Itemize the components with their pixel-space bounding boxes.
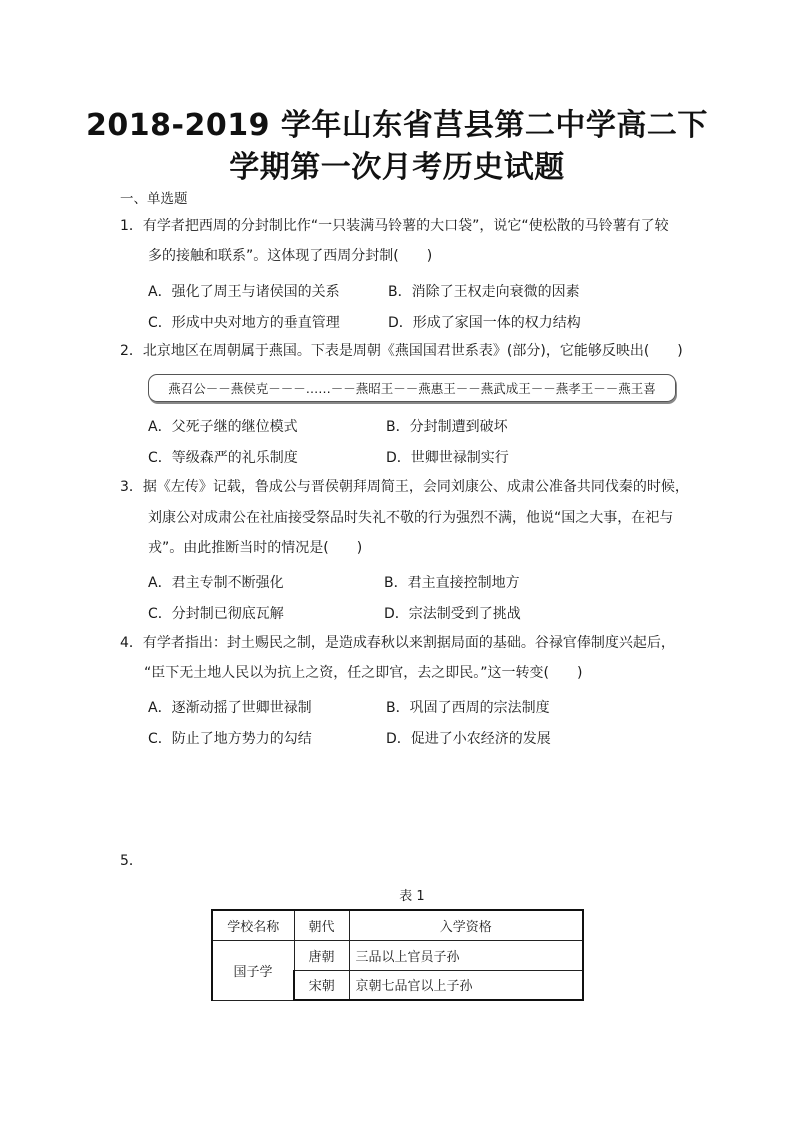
admission-table — [211, 909, 584, 1001]
question-3-option-b: B．君主直接控制地方 — [384, 575, 520, 591]
question-3-option-a: A．君主专制不断强化 — [148, 575, 284, 591]
page-title-line-1: 2018-2019 学年山东省莒县第二中学高二下 — [86, 108, 708, 143]
page-title-line-2: 学期第一次月考历史试题 — [229, 150, 565, 185]
table-cell-dynasty: 宋朝 — [294, 970, 349, 1000]
yan-lineage-box: 燕召公－－燕侯克－－－……－－燕昭王－－燕惠王－－燕武成王－－燕孝王－－燕王喜 — [148, 374, 676, 402]
table-header-dynasty: 朝代 — [294, 910, 349, 940]
question-4-option-b: B．巩固了西周的宗法制度 — [386, 700, 550, 716]
question-2-option-a: A．父死子继的继位模式 — [148, 419, 298, 435]
question-2-option-b: B．分封制遭到破坏 — [386, 419, 508, 435]
question-4-line-1: 4．有学者指出：封土赐民之制，是造成春秋以来割据局面的基础。谷禄官俸制度兴起后， — [120, 635, 675, 651]
question-2-option-d: D．世卿世禄制实行 — [386, 450, 509, 466]
question-3-line-1: 3．据《左传》记载，鲁成公与晋侯朝拜周简王，会同刘康公、成肃公准备共同伐秦的时候， — [120, 479, 689, 495]
question-3-option-c: C．分封制已彻底瓦解 — [148, 606, 284, 622]
table-cell-dynasty: 唐朝 — [294, 940, 349, 970]
question-3-option-d: D．宗法制受到了挑战 — [384, 606, 521, 622]
question-3-line-2: 刘康公对成肃公在社庙接受祭品时失礼不敬的行为强烈不满，他说“国之大事，在祀与 — [148, 510, 674, 526]
question-1-option-a: A．强化了周王与诸侯国的关系 — [148, 284, 340, 300]
question-1-option-d: D．形成了家国一体的权力结构 — [388, 315, 581, 331]
table-header-qualification: 入学资格 — [349, 910, 583, 940]
table-cell-qualification: 京朝七品官以上子孙 — [349, 970, 583, 1000]
question-2-line-1: 2．北京地区在周朝属于燕国。下表是周朝《燕国国君世系表》(部分)，它能够反映出( ) — [120, 343, 683, 359]
question-4-option-c: C．防止了地方势力的勾结 — [148, 731, 312, 747]
question-3-line-3: 戎”。由此推断当时的情况是( ) — [148, 540, 363, 556]
table-header-row — [212, 910, 583, 940]
table-caption: 表 1 — [399, 889, 425, 904]
question-1-option-c: C．形成中央对地方的垂直管理 — [148, 315, 340, 331]
table-cell-school: 国子学 — [212, 940, 294, 1000]
question-4-option-a: A．逐渐动摇了世卿世禄制 — [148, 700, 312, 716]
question-2-option-c: C．等级森严的礼乐制度 — [148, 450, 298, 466]
table-cell-qualification: 三品以上官员子孙 — [349, 940, 583, 970]
question-1-option-b: B．消除了王权走向衰微的因素 — [388, 284, 580, 300]
question-1-line-1: 1．有学者把西周的分封制比作“一只装满马铃薯的大口袋”，说它“使松散的马铃薯有了较 — [120, 218, 669, 234]
table-row — [212, 940, 583, 970]
question-4-line-2: “臣下无土地人民以为抗上之资，任之即官，去之即民。”这一转变( ) — [144, 665, 583, 681]
question-4-option-d: D．促进了小农经济的发展 — [386, 731, 551, 747]
question-1-line-2: 多的接触和联系”。这体现了西周分封制( ) — [148, 248, 433, 264]
question-5-number: 5． — [120, 853, 143, 869]
section-heading: 一、单选题 — [120, 191, 188, 207]
table-header-school: 学校名称 — [212, 910, 294, 940]
